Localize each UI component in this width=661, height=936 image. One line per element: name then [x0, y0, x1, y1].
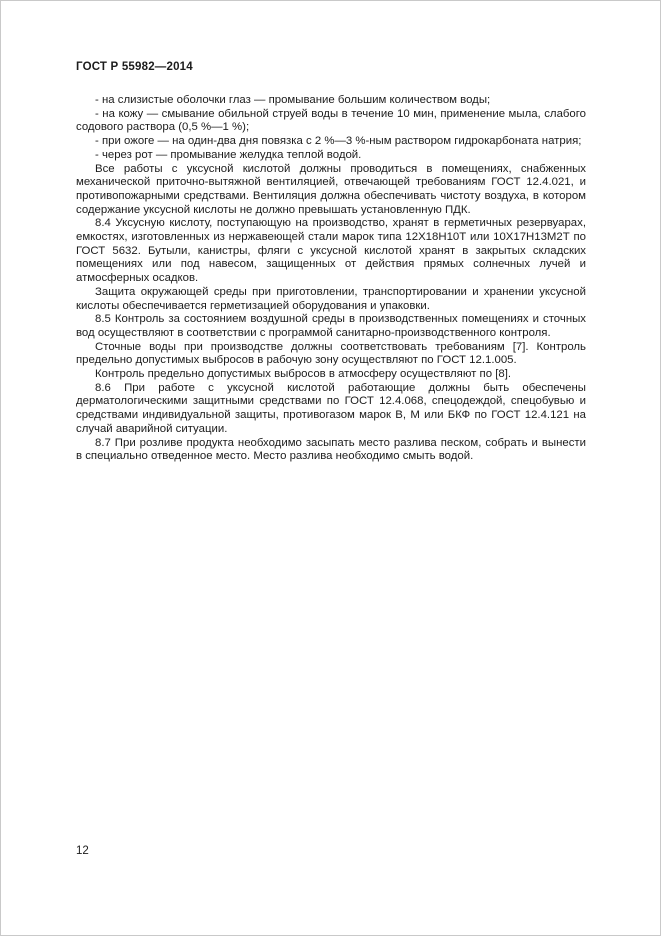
paragraph: 8.6 При работе с уксусной кислотой работающие должны быть обеспечены дерматологическими защитными средствами по ГОСТ 12.4.068, спецодеждой, спецобувью и средствами индивидуальной защиты, противогазом марок В, М или БКФ по ГОСТ 12.4.121 на случай аварийной ситуации. — [76, 381, 586, 435]
paragraph: - при ожоге — на один-два дня повязка с 2 %—3 %-ным раствором гидрокарбоната натрия; — [95, 135, 582, 148]
paragraph: - на кожу — смывание обильной струей воды в течение 10 мин, применение мыла, слабого содового раствора (0,5 %—1 %); — [76, 107, 586, 134]
paragraph: - через рот — промывание желудка теплой водой. — [95, 148, 362, 161]
document-body — [76, 94, 586, 464]
paragraph: Сточные воды при производстве должны соответствовать требованиям [7]. Контроль предельно допустимых выбросов в рабочую зону осуществляют по ГОСТ 12.1.005. — [76, 340, 586, 367]
paragraph: - на слизистые оболочки глаз — промывание большим количеством воды; — [95, 94, 491, 106]
paragraph: 8.4 Уксусную кислоту, поступающую на производство, хранят в герметичных резервуарах, емкостях, изготовленных из нержавеющей стали марок типа 12Х18Н10Т или 10Х17Н13М2Т по ГОСТ 5632. Бутыли, канистры, фляги с уксусной кислотой хранят в закрытых складских помещениях или под навесом, защищенных от действия прямых солнечных лучей и атмосферных осадков. — [76, 217, 586, 285]
paragraph: Все работы с уксусной кислотой должны проводиться в помещениях, снабженных механической приточно-вытяжной вентиляцией, отвечающей требованиям ГОСТ 12.4.021, и противопожарными средствами. Вентиляция должна обеспечивать чистоту воздуха, в котором содержание уксусной кислоты не должно превышать установленную ПДК. — [76, 162, 586, 216]
paragraph: Защита окружающей среды при приготовлении, транспортировании и хранении уксусной кислоты обеспечивается герметизацией оборудования и упаковки. — [76, 285, 586, 312]
paragraph: 8.7 При розливе продукта необходимо засыпать место разлива песком, собрать и вынести в специально отведенное место. Место разлива необходимо смыть водой. — [76, 436, 586, 463]
page-number: 12 — [76, 845, 89, 857]
paragraph: 8.5 Контроль за состоянием воздушной среды в производственных помещениях и сточных вод осуществляют в соответствии с программой санитарно-производственного контроля. — [76, 313, 586, 339]
document-header: ГОСТ Р 55982—2014 — [76, 61, 193, 73]
paragraph: Контроль предельно допустимых выбросов в атмосферу осуществляют по [8]. — [95, 368, 512, 381]
